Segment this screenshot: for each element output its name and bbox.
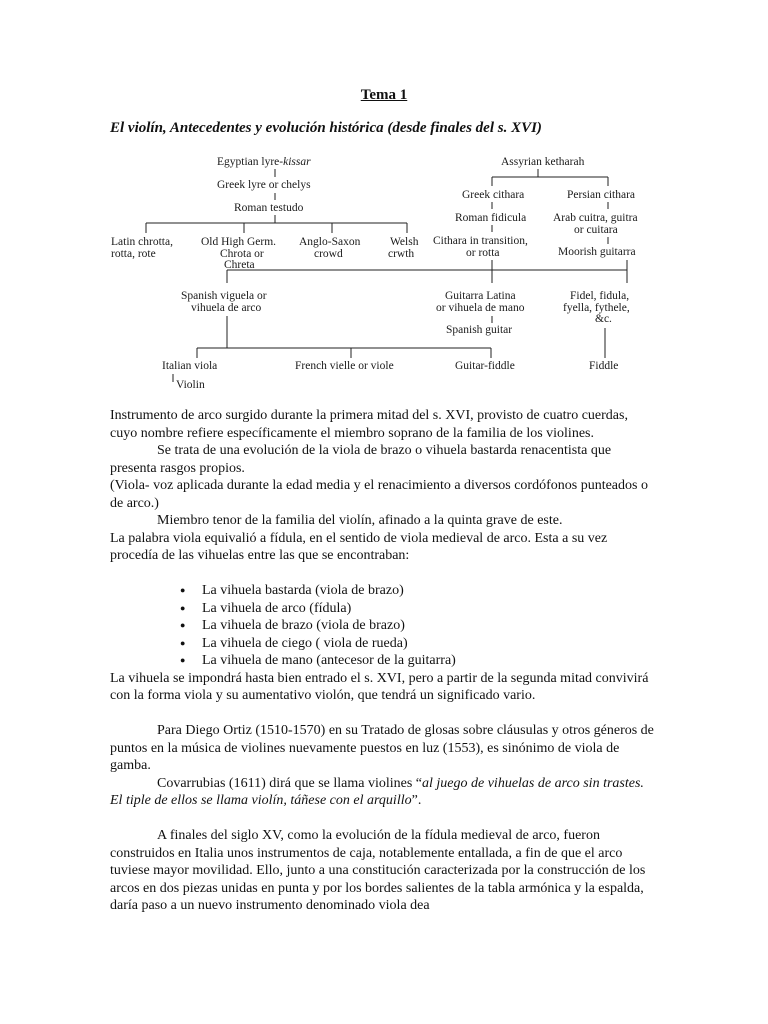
node-guitarra-latina: Guitarra Latina or vihuela de mano (436, 290, 525, 314)
paragraph: Para Diego Ortiz (1510-1570) en su Tratado de glosas sobre cláusulas y otros géneros de puntos en la música de violines nuevamente puestos en luz (1553), es sinónimo de viola de gamba. (110, 723, 654, 773)
paragraph: A finales del siglo XV, como la evolución de la fídula medieval de arco, fueron construidos en Italia unos instrumentos de caja, notablemente entallada, a fin de que el arco tuviese mayor movilidad. Ello, junto a una constitución caracterizada por la construcción de los arcos en dos piezas unidas en punta y por los bordes salientes de la tabla armónica y la espalda, daría paso a un nuevo instrumento denominado viola dea (110, 828, 646, 913)
node-anglo-saxon: Anglo-Saxon crowd (299, 236, 361, 260)
node-fidel-fidula: Fidel, fidula, fyella, fythele, &c. (563, 290, 630, 325)
paragraph: Miembro tenor de la familia del violín, afinado a la quinta grave de este. (157, 513, 563, 528)
node-greek-lyre: Greek lyre or chelys (217, 179, 311, 191)
paragraph: Instrumento de arco surgido durante la primera mitad del s. XVI, provisto de cuatro cuerdas, cuyo nombre refiere específicamente el miembro soprano de la familia de los violines. (110, 408, 628, 441)
node-moorish-guitarra: Moorish guitarra (558, 246, 636, 258)
list-item: ● La vihuela de ciego ( viola de rueda) (180, 635, 655, 653)
list-item: ● La vihuela de arco (fídula) (180, 600, 655, 618)
node-spanish-guitar: Spanish guitar (446, 324, 513, 336)
document-subtitle: El violín, Antecedentes y evolución histórica (desde finales del s. XVI) (110, 120, 542, 136)
document-body (110, 407, 655, 915)
node-fiddle: Fiddle (589, 360, 619, 372)
list-item: ● La vihuela de brazo (viola de brazo) (180, 617, 655, 635)
node-greek-cithara: Greek cithara (462, 189, 525, 201)
list-item: ● La vihuela bastarda (viola de brazo) (180, 582, 655, 600)
node-cithara-transition: Cithara in transition, or rotta (433, 235, 528, 259)
paragraph: La palabra viola equivalió a fídula, en el sentido de viola medieval de arco. Esta a su vez procedía de las vihuelas entre las que se encontraban: (110, 530, 608, 563)
node-latin-chrotta: Latin chrotta, rotta, rote (111, 236, 173, 260)
node-persian-cithara: Persian cithara (567, 189, 636, 201)
list-item: ● La vihuela de mano (antecesor de la guitarra) (180, 652, 655, 670)
paragraph: La vihuela se impondrá hasta bien entrado el s. XVI, pero a partir de la segunda mitad convivirá con la forma viola y su aumentativo violón, que tendrá un significado vario. (110, 670, 649, 703)
node-welsh-crwth: Welsh crwth (388, 236, 419, 260)
node-assyrian-ketharah: Assyrian ketharah (501, 156, 585, 168)
node-old-high-german: Old High Germ. Chrota or Chreta (201, 236, 277, 271)
paragraph: Se trata de una evolución de la viola de brazo o vihuela bastarda renacentista que presenta rasgos propios. (110, 443, 612, 476)
page-title: Tema 1 (360, 87, 408, 103)
paragraph: (Viola- voz aplicada durante la edad media y el renacimiento a diversos cordófonos punteados o de arco.) (110, 478, 648, 511)
node-arab-cuitra: Arab cuitra, guitra or cuitara (553, 212, 638, 236)
node-violin: Violin (176, 379, 205, 391)
node-roman-fidicula: Roman fidicula (455, 212, 527, 224)
node-egyptian-lyre: Egyptian lyre-kissar (217, 156, 311, 168)
node-roman-testudo: Roman testudo (234, 202, 304, 214)
instrument-family-tree (100, 148, 680, 398)
node-french-vielle: French vielle or viole (295, 360, 394, 372)
node-guitar-fiddle: Guitar-fiddle (455, 360, 515, 372)
vihuela-list (110, 582, 655, 670)
paragraph: Covarrubias (1611) dirá que se llama violines “al juego de vihuelas de arco sin trastes. El tiple de ellos se llama violín, táñese con el arquillo”. (110, 775, 644, 808)
node-spanish-viguela: Spanish viguela or vihuela de arco (181, 290, 267, 314)
node-italian-viola: Italian viola (162, 360, 218, 372)
